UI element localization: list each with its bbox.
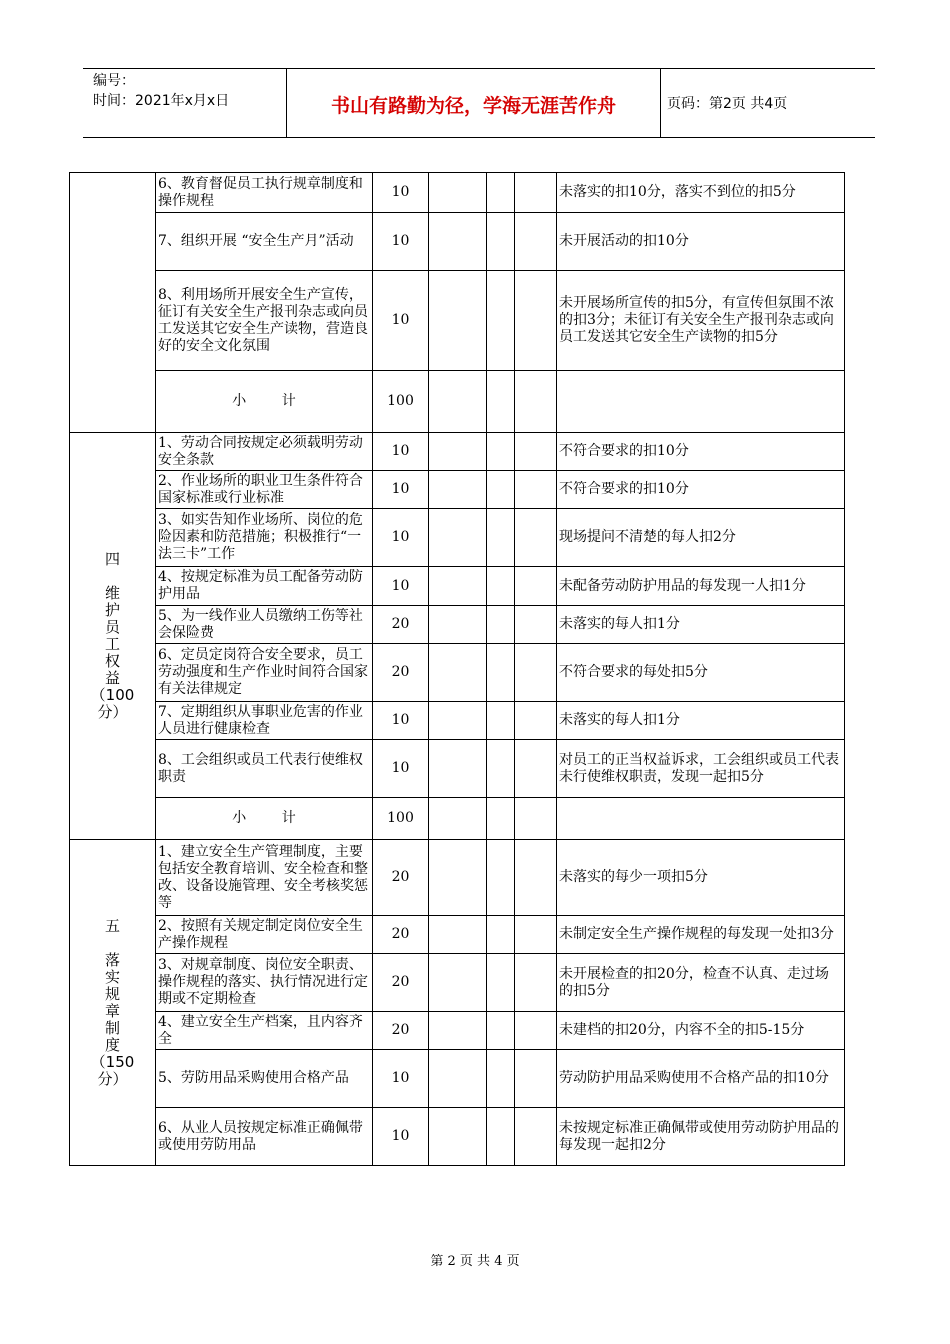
time-label: 时间：2021年x月x日 [93, 93, 230, 109]
blank-cell [429, 606, 487, 644]
blank-cell [487, 271, 515, 371]
item-cell: 2、作业场所的职业卫生条件符合国家标准或行业标准 [156, 471, 373, 509]
score-cell: 20 [373, 644, 429, 702]
blank-cell [515, 954, 557, 1012]
blank-cell [515, 916, 557, 954]
item-cell: 1、建立安全生产管理制度，主要包括安全教育培训、安全检查和整改、设备设施管理、安全考核奖惩等 [156, 840, 373, 916]
blank-cell [515, 740, 557, 798]
blank-cell [515, 371, 557, 433]
score-cell: 20 [373, 1012, 429, 1050]
criteria-cell: 未落实的每少一项扣5分 [557, 840, 845, 916]
blank-cell [515, 1012, 557, 1050]
blank-cell [429, 702, 487, 740]
criteria-cell: 未建档的扣20分，内容不全的扣5-15分 [557, 1012, 845, 1050]
score-cell: 10 [373, 567, 429, 606]
score-cell: 10 [373, 702, 429, 740]
item-cell: 7、定期组织从事职业危害的作业人员进行健康检查 [156, 702, 373, 740]
blank-cell [429, 509, 487, 567]
criteria-cell: 未按规定标准正确佩带或使用劳动防护用品的每发现一起扣2分 [557, 1108, 845, 1166]
item-cell: 1、劳动合同按规定必须载明劳动安全条款 [156, 433, 373, 471]
blank-cell [487, 606, 515, 644]
criteria-cell: 劳动防护用品采购使用不合格产品的扣10分 [557, 1050, 845, 1108]
criteria-cell: 不符合要求的扣10分 [557, 433, 845, 471]
criteria-cell: 未开展场所宣传的扣5分，有宣传但氛围不浓的扣3分；未征订有关安全生产报刊杂志或向员工发送其它安全生产读物的扣5分 [557, 271, 845, 371]
blank-cell [487, 644, 515, 702]
table-row [70, 702, 845, 740]
blank-cell [429, 1108, 487, 1166]
item-cell: 5、为一线作业人员缴纳工伤等社会保险费 [156, 606, 373, 644]
blank-cell [429, 173, 487, 213]
blank-cell [487, 173, 515, 213]
item-cell: 5、劳防用品采购使用合格产品 [156, 1050, 373, 1108]
table-row [70, 916, 845, 954]
score-cell: 20 [373, 840, 429, 916]
item-cell: 7、组织开展 “安全生产月”活动 [156, 213, 373, 271]
blank-cell [487, 1012, 515, 1050]
item-cell: 8、工会组织或员工代表行使维权职责 [156, 740, 373, 798]
page-header [83, 68, 875, 138]
criteria-cell: 未落实的每人扣1分 [557, 702, 845, 740]
table-row [70, 840, 845, 916]
blank-cell [429, 740, 487, 798]
subtotal-row [70, 371, 845, 433]
header-motto: 书山有路勤为径，学海无涯苦作舟 [330, 95, 616, 117]
blank-cell [429, 213, 487, 271]
blank-cell [515, 173, 557, 213]
criteria-cell: 未制定安全生产操作规程的每发现一处扣3分 [557, 916, 845, 954]
item-cell: 4、按规定标准为员工配备劳动防护用品 [156, 567, 373, 606]
criteria-cell: 未落实的每人扣1分 [557, 606, 845, 644]
criteria-cell: 未配备劳动防护用品的每发现一人扣1分 [557, 567, 845, 606]
blank-cell [487, 1050, 515, 1108]
subtotal-label: 小 计 [156, 371, 373, 433]
subtotal-label: 小 计 [156, 798, 373, 840]
item-cell: 4、建立安全生产档案，且内容齐全 [156, 1012, 373, 1050]
blank-cell [515, 1108, 557, 1166]
criteria-cell: 不符合要求的每处扣5分 [557, 644, 845, 702]
blank-cell [487, 433, 515, 471]
item-cell: 6、从业人员按规定标准正确佩带或使用劳防用品 [156, 1108, 373, 1166]
table-row [70, 213, 845, 271]
table-row [70, 1012, 845, 1050]
subtotal-value: 100 [373, 798, 429, 840]
blank-cell [487, 740, 515, 798]
score-cell: 10 [373, 213, 429, 271]
table-row [70, 1050, 845, 1108]
category-cell: 四 维 护 员 工 权 益 （100 分） [70, 433, 156, 840]
score-cell: 10 [373, 1050, 429, 1108]
score-cell: 10 [373, 433, 429, 471]
blank-cell [429, 371, 487, 433]
item-cell: 6、定员定岗符合安全要求，员工劳动强度和生产作业时间符合国家有关法律规定 [156, 644, 373, 702]
blank-cell [515, 213, 557, 271]
blank-cell [429, 433, 487, 471]
blank-cell [487, 798, 515, 840]
blank-cell [487, 509, 515, 567]
header-meta [93, 71, 229, 111]
assessment-table [69, 172, 845, 1166]
blank-cell [515, 606, 557, 644]
blank-cell [515, 433, 557, 471]
table-row [70, 173, 845, 213]
category-cell: 五 落 实 规 章 制 度 （150 分） [70, 840, 156, 1166]
item-cell: 6、教育督促员工执行规章制度和操作规程 [156, 173, 373, 213]
blank-cell [487, 213, 515, 271]
blank-cell [487, 1108, 515, 1166]
table-row [70, 644, 845, 702]
score-cell: 10 [373, 271, 429, 371]
blank-cell [487, 471, 515, 509]
blank-cell [429, 798, 487, 840]
blank-cell [515, 702, 557, 740]
blank-cell [487, 840, 515, 916]
blank-cell [487, 702, 515, 740]
blank-cell [487, 567, 515, 606]
blank-cell [515, 509, 557, 567]
blank-cell [515, 1050, 557, 1108]
blank-cell [515, 840, 557, 916]
blank-cell [429, 1050, 487, 1108]
blank-cell [515, 567, 557, 606]
score-cell: 10 [373, 173, 429, 213]
score-cell: 20 [373, 916, 429, 954]
table-row [70, 954, 845, 1012]
score-cell: 10 [373, 471, 429, 509]
table-row [70, 433, 845, 471]
score-cell: 10 [373, 740, 429, 798]
table-row [70, 1108, 845, 1166]
blank-cell [429, 644, 487, 702]
blank-cell [515, 644, 557, 702]
blank-cell [487, 954, 515, 1012]
blank-cell [515, 798, 557, 840]
blank-cell [429, 1012, 487, 1050]
blank-cell [515, 471, 557, 509]
table-row [70, 567, 845, 606]
criteria-cell: 现场提问不清楚的每人扣2分 [557, 509, 845, 567]
table-row [70, 606, 845, 644]
number-label: 编号： [93, 73, 135, 89]
criteria-cell: 不符合要求的扣10分 [557, 471, 845, 509]
subtotal-value: 100 [373, 371, 429, 433]
blank-cell [429, 567, 487, 606]
blank-cell [487, 916, 515, 954]
criteria-cell: 对员工的正当权益诉求，工会组织或员工代表未行使维权职责，发现一起扣5分 [557, 740, 845, 798]
blank-cell [557, 371, 845, 433]
score-cell: 20 [373, 606, 429, 644]
table-row [70, 471, 845, 509]
item-cell: 8、利用场所开展安全生产宣传，征订有关安全生产报刊杂志或向员工发送其它安全生产读物，营造良好的安全文化氛围 [156, 271, 373, 371]
table-row [70, 271, 845, 371]
blank-cell [429, 916, 487, 954]
score-cell: 20 [373, 954, 429, 1012]
criteria-cell: 未开展活动的扣10分 [557, 213, 845, 271]
blank-cell [429, 271, 487, 371]
header-page-info: 页码：第2页 共4页 [667, 96, 788, 112]
blank-cell [557, 798, 845, 840]
category-cell [70, 173, 156, 433]
page-footer: 第 2 页 共 4 页 [430, 1254, 520, 1269]
item-cell: 3、对规章制度、岗位安全职责、操作规程的落实、执行情况进行定期或不定期检查 [156, 954, 373, 1012]
blank-cell [429, 954, 487, 1012]
blank-cell [487, 371, 515, 433]
blank-cell [429, 471, 487, 509]
blank-cell [515, 271, 557, 371]
header-divider [660, 69, 661, 137]
subtotal-row [70, 798, 845, 840]
blank-cell [429, 840, 487, 916]
table-row [70, 740, 845, 798]
criteria-cell: 未落实的扣10分，落实不到位的扣5分 [557, 173, 845, 213]
criteria-cell: 未开展检查的扣20分，检查不认真、走过场的扣5分 [557, 954, 845, 1012]
score-cell: 10 [373, 509, 429, 567]
item-cell: 3、如实告知作业场所、岗位的危险因素和防范措施；积极推行“一法三卡”工作 [156, 509, 373, 567]
table-row [70, 509, 845, 567]
item-cell: 2、按照有关规定制定岗位安全生产操作规程 [156, 916, 373, 954]
score-cell: 10 [373, 1108, 429, 1166]
